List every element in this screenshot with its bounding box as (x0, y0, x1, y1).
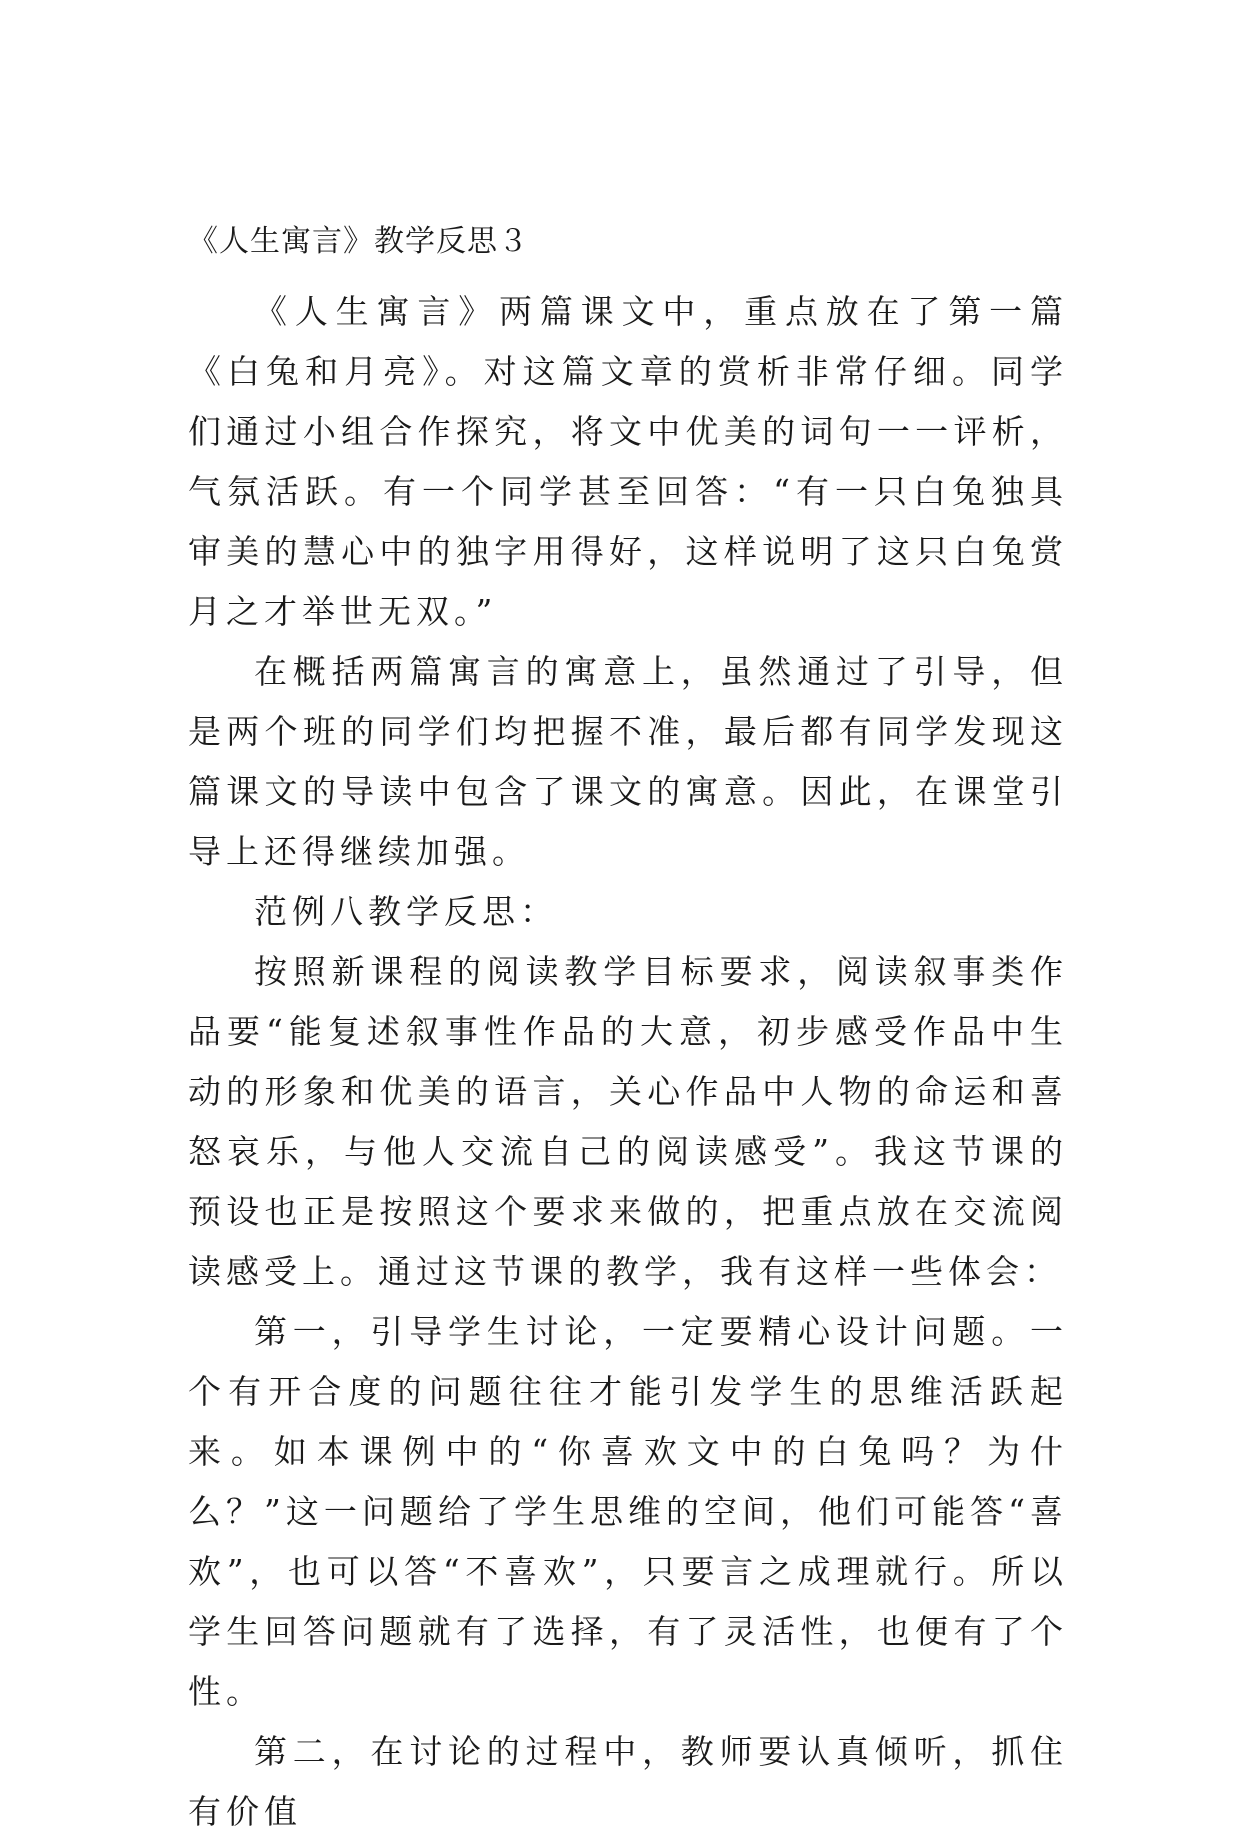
paragraph-2: 在概括两篇寓言的寓意上，虽然通过了引导，但是两个班的同学们均把握不准，最后都有同学发现这篇课文的导读中包含了课文的寓意。因此，在课堂引导上还得继续加强。 (188, 652, 1068, 871)
document-title: 《人生寓言》教学反思３ (188, 224, 529, 259)
paragraph-1: 《人生寓言》两篇课文中，重点放在了第一篇《白兔和月亮》。对这篇文章的赏析非常仔细。同学们通过小组合作探究，将文中优美的词句一一评析，气氛活跃。有一个同学甚至回答：“有一只白兔独具审美的慧心中的独字用得好，这样说明了这只白兔赏月之才举世无双。” (188, 292, 1068, 631)
paragraph-5: 第一，引导学生讨论，一定要精心设计问题。一个有开合度的问题往往才能引发学生的思维活跃起来。如本课例中的“你喜欢文中的白兔吗？为什么？”这一问题给了学生思维的空间，他们可能答“喜欢”，也可以答“不喜欢”，只要言之成理就行。所以学生回答问题就有了选择，有了灵活性，也便有了个性。 (188, 1312, 1068, 1711)
paragraph-6: 第二，在讨论的过程中，教师要认真倾听，抓住有价值 (188, 1732, 1068, 1831)
paragraph-4: 按照新课程的阅读教学目标要求，阅读叙事类作品要“能复述叙事性作品的大意，初步感受作品中生动的形象和优美的语言，关心作品中人物的命运和喜怒哀乐，与他人交流自己的阅读感受”。我这节课的预设也正是按照这个要求来做的，把重点放在交流阅读感受上。通过这节课的教学，我有这样一些体会： (188, 952, 1068, 1291)
paragraph-3: 范例八教学反思： (254, 892, 558, 931)
document-page (188, 222, 1068, 1842)
